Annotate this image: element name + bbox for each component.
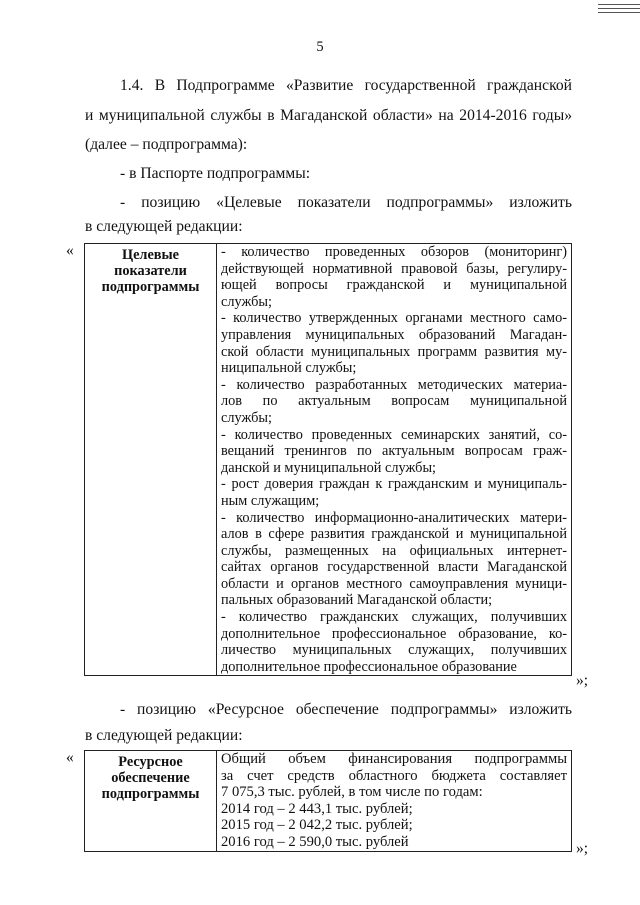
t2-line: 2015 год – 2 042,2 тыс. рублей; [221, 817, 413, 834]
t1-line: области и органов местного самоуправления муници- [221, 575, 567, 592]
passport-intro: - в Паспорте подпрограммы: [120, 165, 311, 182]
t2-line: за счет средств областного бюджета составляет [221, 767, 567, 784]
item2-intro-line1: - позицию «Ресурсное обеспечение подпрограммы» изложить [120, 701, 572, 718]
item1-intro-line1: - позицию «Целевые показатели подпрограммы» изложить [120, 194, 572, 211]
t1-line: действующей нормативной правовой базы, регулиру- [221, 260, 567, 277]
t1-line: - количество гражданских служащих, получивших [221, 609, 567, 626]
t1-line: пальных образований Магаданской области; [221, 592, 493, 609]
t1-line: - количество проведенных семинарских занятий, со- [221, 426, 567, 443]
quote-open-1: « [66, 242, 74, 259]
para-1-4-line3: (далее – подпрограмма): [85, 136, 248, 153]
t2-line: 2016 год – 2 590,0 тыс. рублей [221, 833, 409, 850]
t1-line: - рост доверия граждан к гражданским и муниципаль- [221, 476, 567, 493]
resource-provision-label: Ресурсное обеспечение подпрограммы [85, 751, 217, 852]
quote-close-2: »; [576, 840, 589, 857]
target-indicators-text [217, 244, 572, 676]
t1-line: лов по актуальным вопросам муниципальной [221, 393, 567, 410]
t2-line: 7 075,3 тыс. рублей, в том числе по годам: [221, 784, 483, 801]
t1-line: ным служащим; [221, 492, 320, 509]
quote-open-2: « [66, 749, 74, 766]
t2-line: Общий объем финансирования подпрограммы [221, 751, 567, 767]
t1-line: службы; [221, 293, 272, 310]
t1-line: сайтах органов государственной власти Магаданской [221, 559, 567, 576]
target-indicators-label: Целевые показатели подпрограммы [85, 244, 217, 676]
t1-line: управления муниципальных образований Магадан- [221, 326, 567, 343]
t1-line: ниципальной службы; [221, 360, 357, 377]
target-indicators-table [84, 243, 572, 676]
t1-line: данской и муниципальной службы; [221, 459, 437, 476]
t1-line: личество муниципальных служащих, получивших [221, 642, 567, 659]
t1-line: алов в сфере развития гражданской и муниципальной [221, 526, 567, 543]
t1-line: - количество проведенных обзоров (мониторинг) [221, 244, 567, 260]
para-1-4-line1: 1.4. В Подпрограмме «Развитие государственной гражданской [120, 77, 572, 94]
t1-line: вещаний тренингов по актуальным вопросам граж- [221, 443, 567, 460]
t1-line: - количество разработанных методических материа- [221, 376, 567, 393]
corner-mark [598, 0, 640, 14]
t1-line: - количество утвержденных органами местного само- [221, 310, 567, 327]
t1-line: дополнительное профессиональное образование [221, 658, 517, 675]
resource-provision-text [217, 751, 572, 852]
t1-line: дополнительное профессиональное образование, ко- [221, 625, 567, 642]
t1-line: ющей вопросы гражданской и муниципальной [221, 277, 567, 294]
t1-line: - количество информационно-аналитических матери- [221, 509, 567, 526]
quote-close-1: »; [576, 672, 589, 689]
item2-intro-line2: в следующей редакции: [85, 727, 243, 744]
item1-intro-line2: в следующей редакции: [85, 218, 243, 235]
page-number: 5 [316, 39, 324, 55]
para-1-4-line2: и муниципальной службы в Магаданской области» на 2014-2016 годы» [85, 107, 572, 124]
t2-line: 2014 год – 2 443,1 тыс. рублей; [221, 800, 413, 817]
t1-line: службы, размещенных на официальных интернет- [221, 542, 567, 559]
resource-provision-table [84, 750, 572, 852]
t1-line: службы; [221, 409, 272, 426]
t1-line: ской области муниципальных программ развития му- [221, 343, 567, 360]
